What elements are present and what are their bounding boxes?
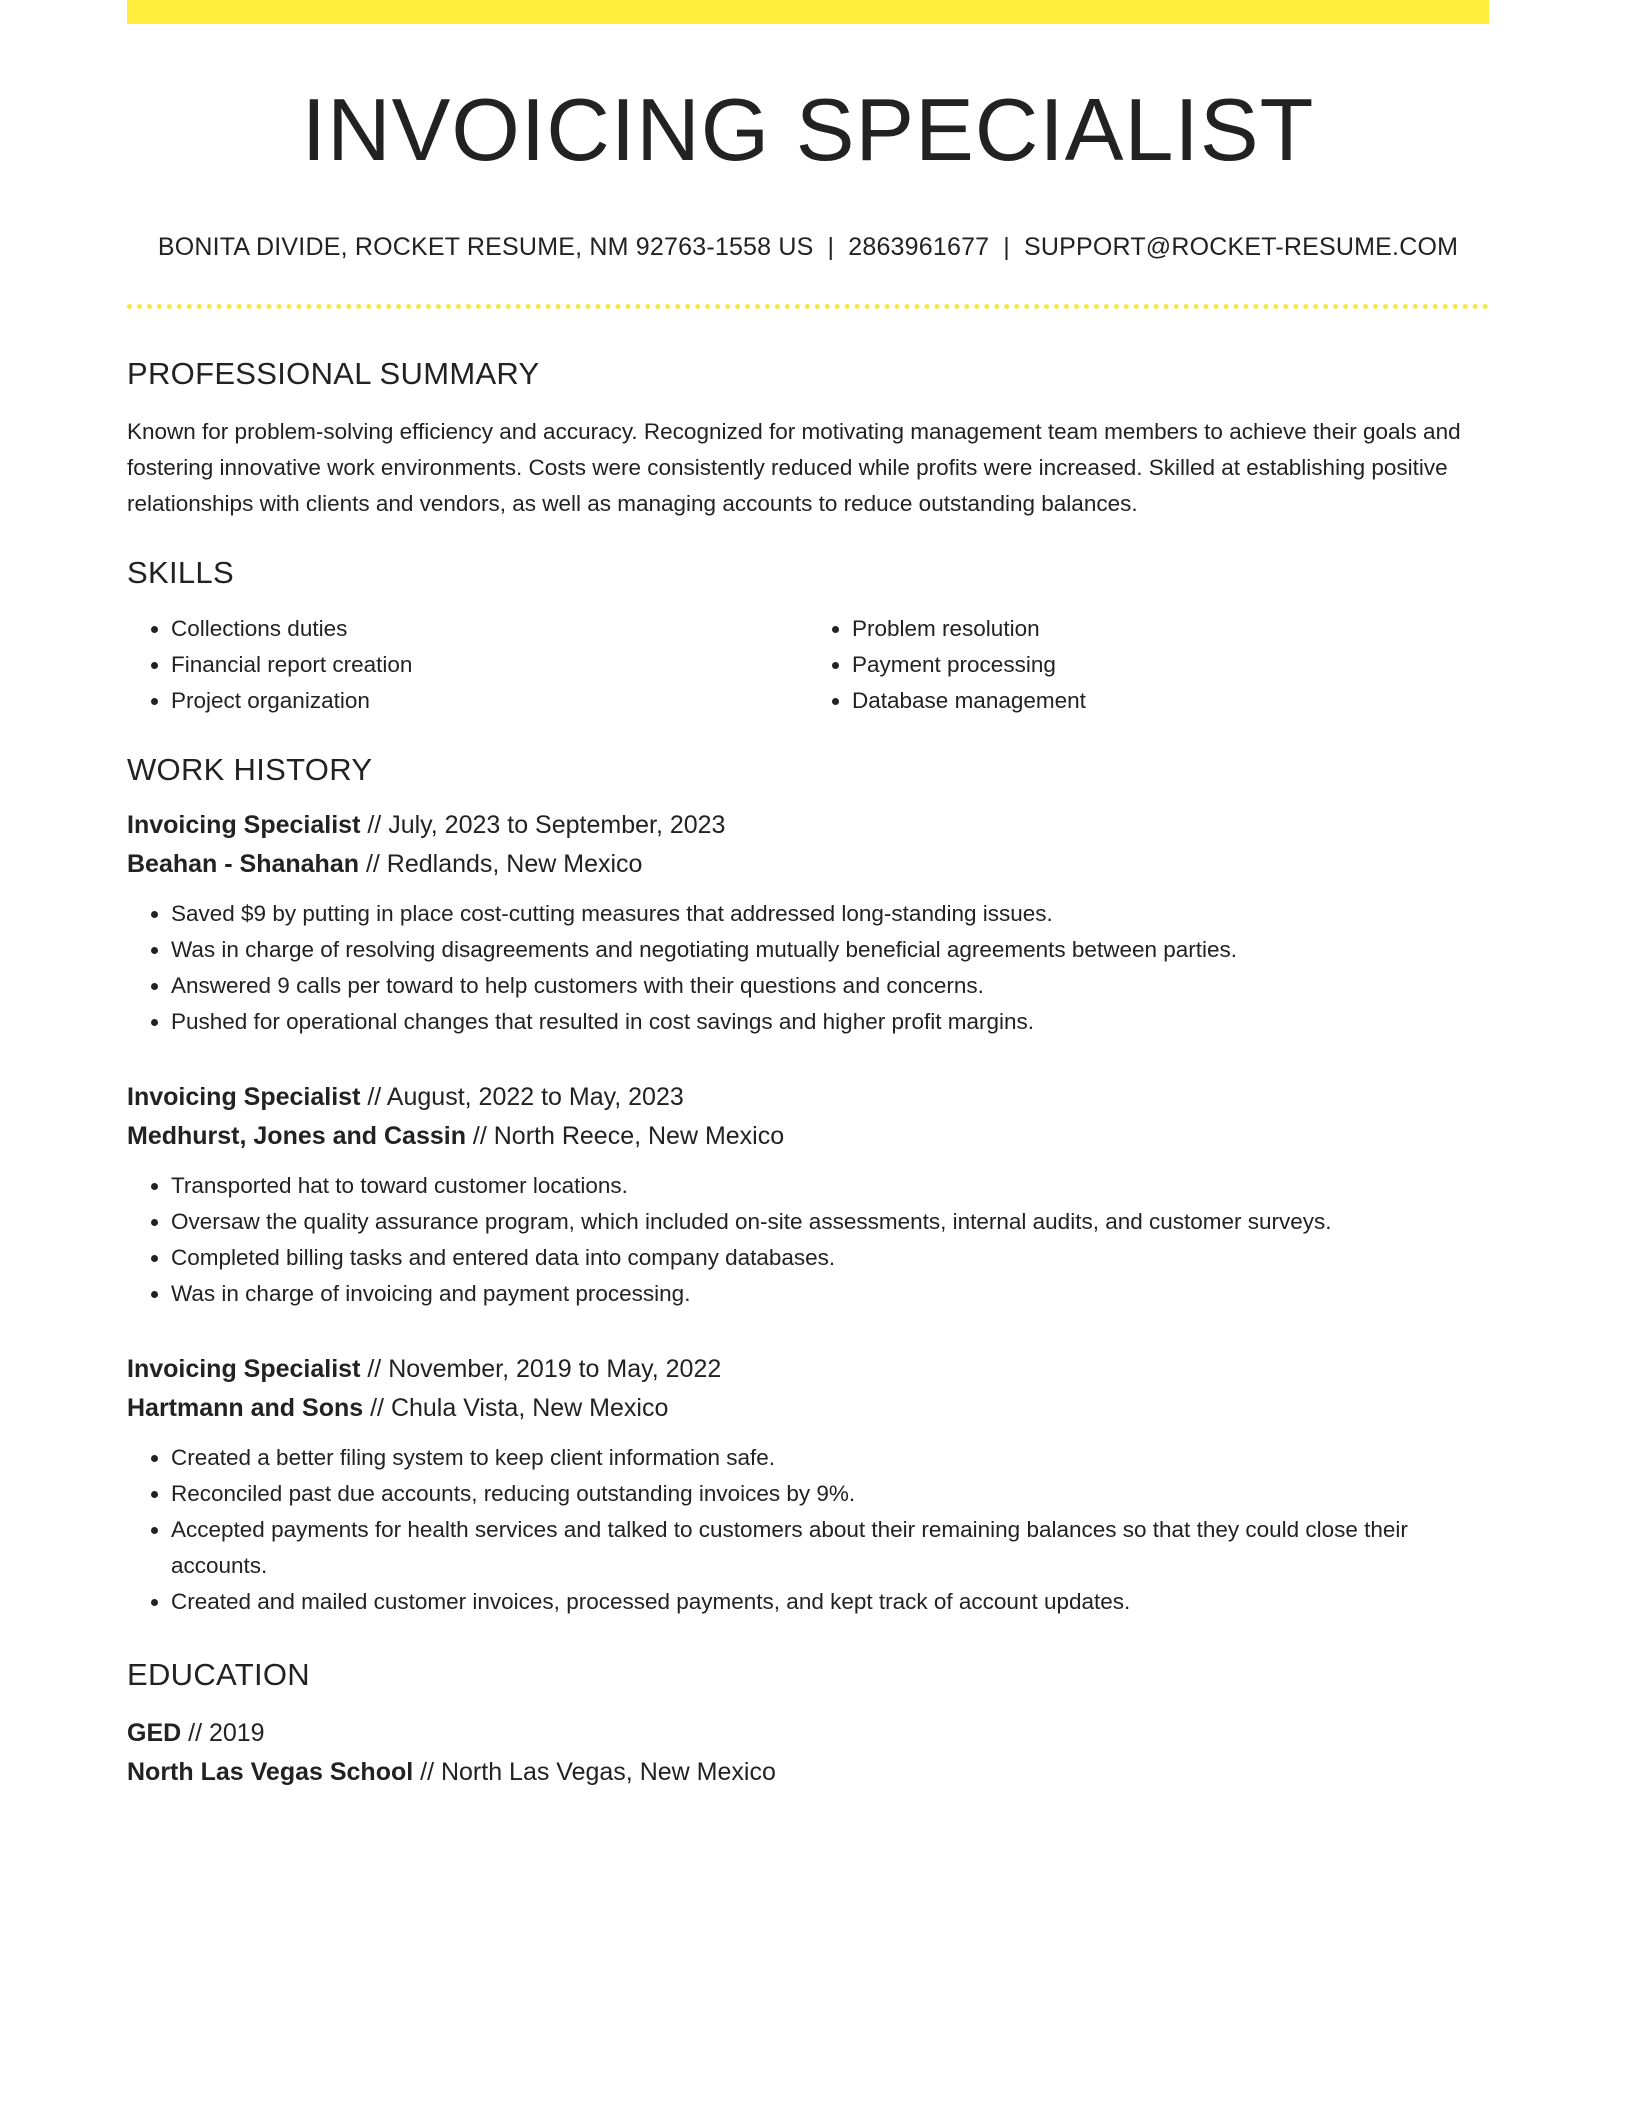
job-entry (127, 806, 1489, 1040)
job-bullets (127, 1168, 1489, 1312)
job-bullet: • Reconciled past due accounts, reducing outstanding invoices by 9%. (171, 1476, 1489, 1512)
summary-text: Known for problem-solving efficiency and accuracy. Recognized for motivating management team members to achieve their goals and fostering innovative work environments. Costs were consistently reduced while profits were increased. Skilled at establishing positive relationships with clients and vendors, as well as managing accounts to reduce outstanding balances. (127, 418, 1461, 516)
contact-email: SUPPORT@ROCKET-RESUME.COM (1024, 232, 1459, 261)
job-company-line (127, 845, 1489, 884)
job-company-line (127, 1117, 1489, 1156)
job-bullet: • Created and mailed customer invoices, processed payments, and kept track of account updates. (171, 1584, 1489, 1620)
job-bullet: • Pushed for operational changes that resulted in cost savings and higher profit margins. (171, 1004, 1489, 1040)
job-bullet: • Was in charge of invoicing and payment processing. (171, 1276, 1489, 1312)
education-degree: GED (127, 1718, 182, 1747)
job-bullet: • Completed billing tasks and entered data into company databases. (171, 1240, 1489, 1276)
job-company: Medhurst, Jones and Cassin (127, 1122, 466, 1151)
contact-line (127, 233, 1489, 262)
job-entry (127, 1350, 1489, 1620)
summary-heading: PROFESSIONAL SUMMARY (127, 355, 540, 391)
job-location: // Chula Vista, New Mexico (363, 1394, 669, 1423)
job-dates: // August, 2022 to May, 2023 (360, 1083, 684, 1112)
skill-item: • Collections duties (171, 611, 808, 647)
dotted-divider (127, 304, 1489, 309)
job-location: // Redlands, New Mexico (359, 850, 643, 879)
job-bullet: • Transported hat to toward customer locations. (171, 1168, 1489, 1204)
job-bullet: • Saved $9 by putting in place cost-cutting measures that addressed long-standing issues. (171, 896, 1489, 932)
job-bullets (127, 1440, 1489, 1620)
job-company: Hartmann and Sons (127, 1394, 364, 1423)
work-history-heading: WORK HISTORY (127, 752, 373, 788)
skill-item: • Problem resolution (852, 611, 1489, 647)
job-company: Beahan - Shanahan (127, 850, 359, 879)
contact-phone: 2863961677 (848, 232, 990, 261)
job-bullets (127, 896, 1489, 1040)
job-title-line (127, 1078, 1489, 1117)
job-title-line (127, 1350, 1489, 1389)
accent-top-bar (127, 0, 1489, 24)
job-bullet: • Answered 9 calls per toward to help customers with their questions and concerns. (171, 968, 1489, 1004)
job-bullet: • Accepted payments for health services and talked to customers about their remaining balances so that they could close their accounts. (171, 1512, 1489, 1584)
contact-address: BONITA DIVIDE, ROCKET RESUME, NM 92763-1558 US (157, 232, 814, 261)
skills-heading: SKILLS (127, 554, 234, 590)
job-entry (127, 1078, 1489, 1312)
skills-list-right (808, 611, 1489, 719)
education-year: // 2019 (181, 1718, 265, 1747)
job-bullet: • Was in charge of resolving disagreements and negotiating mutually beneficial agreements between parties. (171, 932, 1489, 968)
education-entry (127, 1714, 1489, 1792)
education-location: // North Las Vegas, New Mexico (413, 1757, 776, 1786)
job-role: Invoicing Specialist (127, 1083, 361, 1112)
job-dates: // July, 2023 to September, 2023 (360, 811, 726, 840)
skill-item: • Payment processing (852, 647, 1489, 683)
job-role: Invoicing Specialist (127, 811, 361, 840)
job-bullet: • Oversaw the quality assurance program, which included on-site assessments, internal audits, and customer surveys. (171, 1204, 1489, 1240)
job-bullet: • Created a better filing system to keep client information safe. (171, 1440, 1489, 1476)
resume-name: INVOICING SPECIALIST (301, 80, 1315, 179)
education-school: North Las Vegas School (127, 1757, 414, 1786)
contact-separator: | (827, 232, 835, 261)
skills-list-left (127, 611, 808, 719)
education-degree-line (127, 1714, 1489, 1753)
resume-page (127, 0, 1489, 1792)
job-title-line (127, 806, 1489, 845)
skill-item: • Database management (852, 683, 1489, 719)
education-school-line (127, 1753, 1489, 1792)
job-company-line (127, 1389, 1489, 1428)
skills-grid (127, 611, 1489, 719)
job-role: Invoicing Specialist (127, 1355, 361, 1384)
job-dates: // November, 2019 to May, 2022 (360, 1355, 722, 1384)
contact-separator: | (1003, 232, 1010, 261)
skill-item: • Financial report creation (171, 647, 808, 683)
education-heading: EDUCATION (127, 1657, 310, 1693)
skill-item: • Project organization (171, 683, 808, 719)
job-location: // North Reece, New Mexico (465, 1122, 785, 1151)
